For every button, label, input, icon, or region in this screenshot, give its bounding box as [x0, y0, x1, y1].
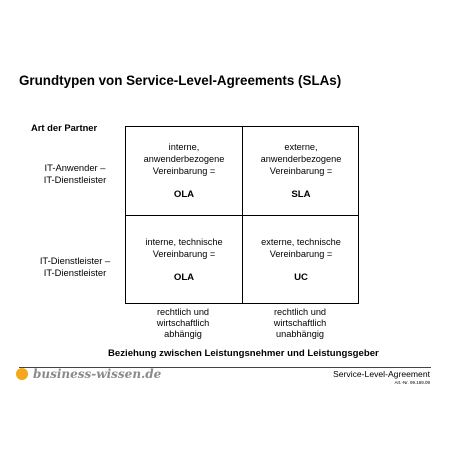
column-label-independent	[242, 307, 358, 340]
column-label-line: rechtlich und	[156, 307, 210, 317]
cell-external-user-sla	[243, 141, 359, 201]
logo-dot-icon	[16, 368, 28, 380]
row-label-anwender	[20, 162, 130, 185]
cell-code: OLA	[173, 189, 195, 200]
cell-text: Vereinbarung =	[152, 249, 216, 259]
column-label-line: wirtschaftlich	[273, 318, 327, 328]
cell-code: UC	[294, 272, 308, 283]
business-wissen-logo	[16, 367, 161, 381]
cell-code: SLA	[291, 189, 311, 200]
row-label-line: IT-Dienstleister	[43, 173, 107, 185]
relationship-axis-label: Beziehung zwischen Leistungsnehmer und Leistungsgeber	[108, 348, 379, 359]
matrix-divider-horizontal	[126, 215, 358, 216]
cell-text: externe, technische	[261, 237, 341, 247]
column-label-line: rechtlich und	[273, 307, 327, 317]
cell-text: Vereinbarung =	[152, 166, 216, 176]
cell-text: anwenderbezogene	[143, 154, 225, 164]
slide-title: Grundtypen von Service-Level-Agreements (SLAs)	[19, 73, 342, 88]
column-label-line: abhängig	[164, 329, 202, 339]
cell-internal-technical-ola	[126, 236, 242, 284]
footer-article-number: Art.-Nr. 99.169.09	[394, 380, 430, 385]
logo-text: business-wissen.de	[33, 367, 162, 381]
column-label-line: wirtschaftlich	[156, 318, 210, 328]
sla-matrix	[125, 126, 359, 304]
cell-text: anwenderbezogene	[260, 154, 342, 164]
column-label-dependent	[125, 307, 241, 340]
cell-text: interne,	[168, 142, 200, 152]
partner-type-axis-label: Art der Partner	[31, 122, 98, 133]
row-label-dienstleister	[20, 255, 130, 278]
cell-text: Vereinbarung =	[269, 249, 333, 259]
cell-text: externe,	[284, 142, 318, 152]
cell-internal-user-ola	[126, 141, 242, 201]
cell-code: OLA	[173, 272, 195, 283]
cell-text: Vereinbarung =	[269, 166, 333, 176]
row-label-line: IT-Dienstleister –	[39, 255, 111, 266]
row-label-line: IT-Dienstleister	[43, 266, 107, 278]
cell-external-technical-uc	[243, 236, 359, 284]
row-label-line: IT-Anwender –	[44, 162, 106, 173]
cell-text: interne, technische	[145, 237, 223, 247]
column-label-line: unabhängig	[275, 329, 325, 339]
footer-document-title: Service-Level-Agreement	[333, 369, 430, 379]
